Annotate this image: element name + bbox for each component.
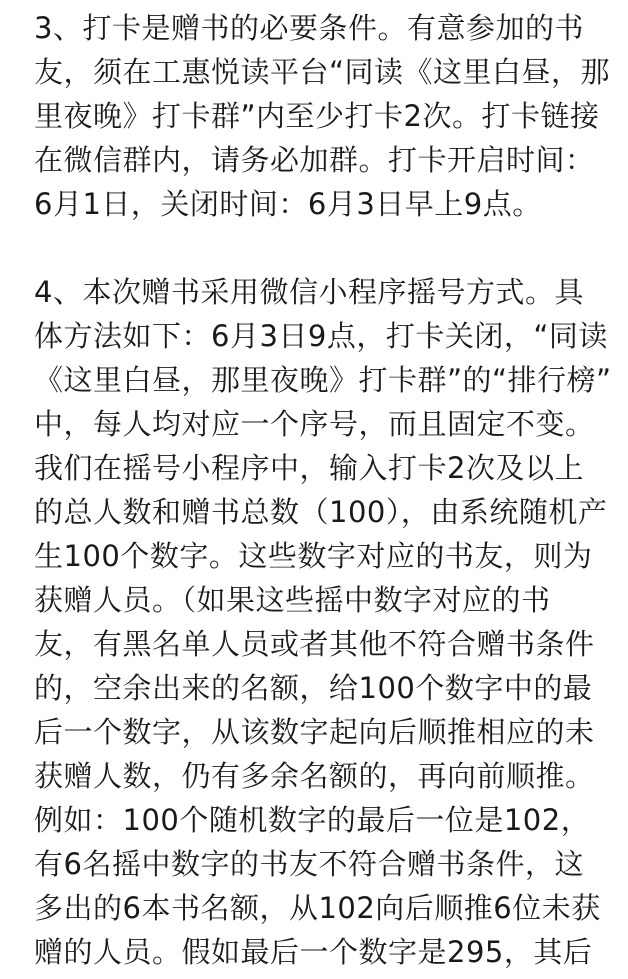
- text-line: 3、打卡是赠书的必要条件。有意参加的书: [34, 11, 584, 45]
- text-line: 赠的人员。假如最后一个数字是295，其后: [34, 935, 593, 969]
- text-line: 的总人数和赠书总数（100），由系统随机产: [34, 495, 608, 529]
- text-line: 生100个数字。这些数字对应的书友，则为: [34, 539, 593, 573]
- text-line: 《这里白昼，那里夜晚》打卡群”的“排行榜”: [34, 363, 612, 397]
- text-line: 获赠人数，仍有多余名额的，再向前顺推。: [34, 759, 595, 793]
- text-line: 体方法如下：6月3日9点，打卡关闭，“同读: [34, 319, 608, 353]
- text-line: 有6名摇中数字的书友不符合赠书条件，这: [34, 847, 584, 881]
- text-line: 多出的6本书名额，从102向后顺推6位未获: [34, 891, 601, 925]
- text-line: 例如：100个随机数字的最后一位是102，: [34, 803, 591, 837]
- text-line: 后一个数字，从该数字起向后顺推相应的未: [34, 715, 595, 749]
- text-line: 获赠人员。（如果这些摇中数字对应的书: [34, 583, 551, 617]
- text-line: 4、本次赠书采用微信小程序摇号方式。具: [34, 275, 584, 309]
- text-line: 友，须在工惠悦读平台“同读《这里白昼，那: [34, 55, 611, 89]
- text-line: 的，空余出来的名额，给100个数字中的最: [34, 671, 593, 705]
- text-line: 中，每人均对应一个序号，而且固定不变。: [34, 407, 595, 441]
- text-line: 里夜晚》打卡群”内至少打卡2次。打卡链接: [34, 99, 600, 133]
- text-line: 友，有黑名单人员或者其他不符合赠书条件: [34, 627, 595, 661]
- text-line: 6月1日，关闭时间：6月3日早上9点。: [34, 187, 542, 221]
- text-line: 在微信群内，请务必加群。打卡开启时间：: [34, 143, 595, 177]
- text-line: 我们在摇号小程序中，输入打卡2次及以上: [34, 451, 584, 485]
